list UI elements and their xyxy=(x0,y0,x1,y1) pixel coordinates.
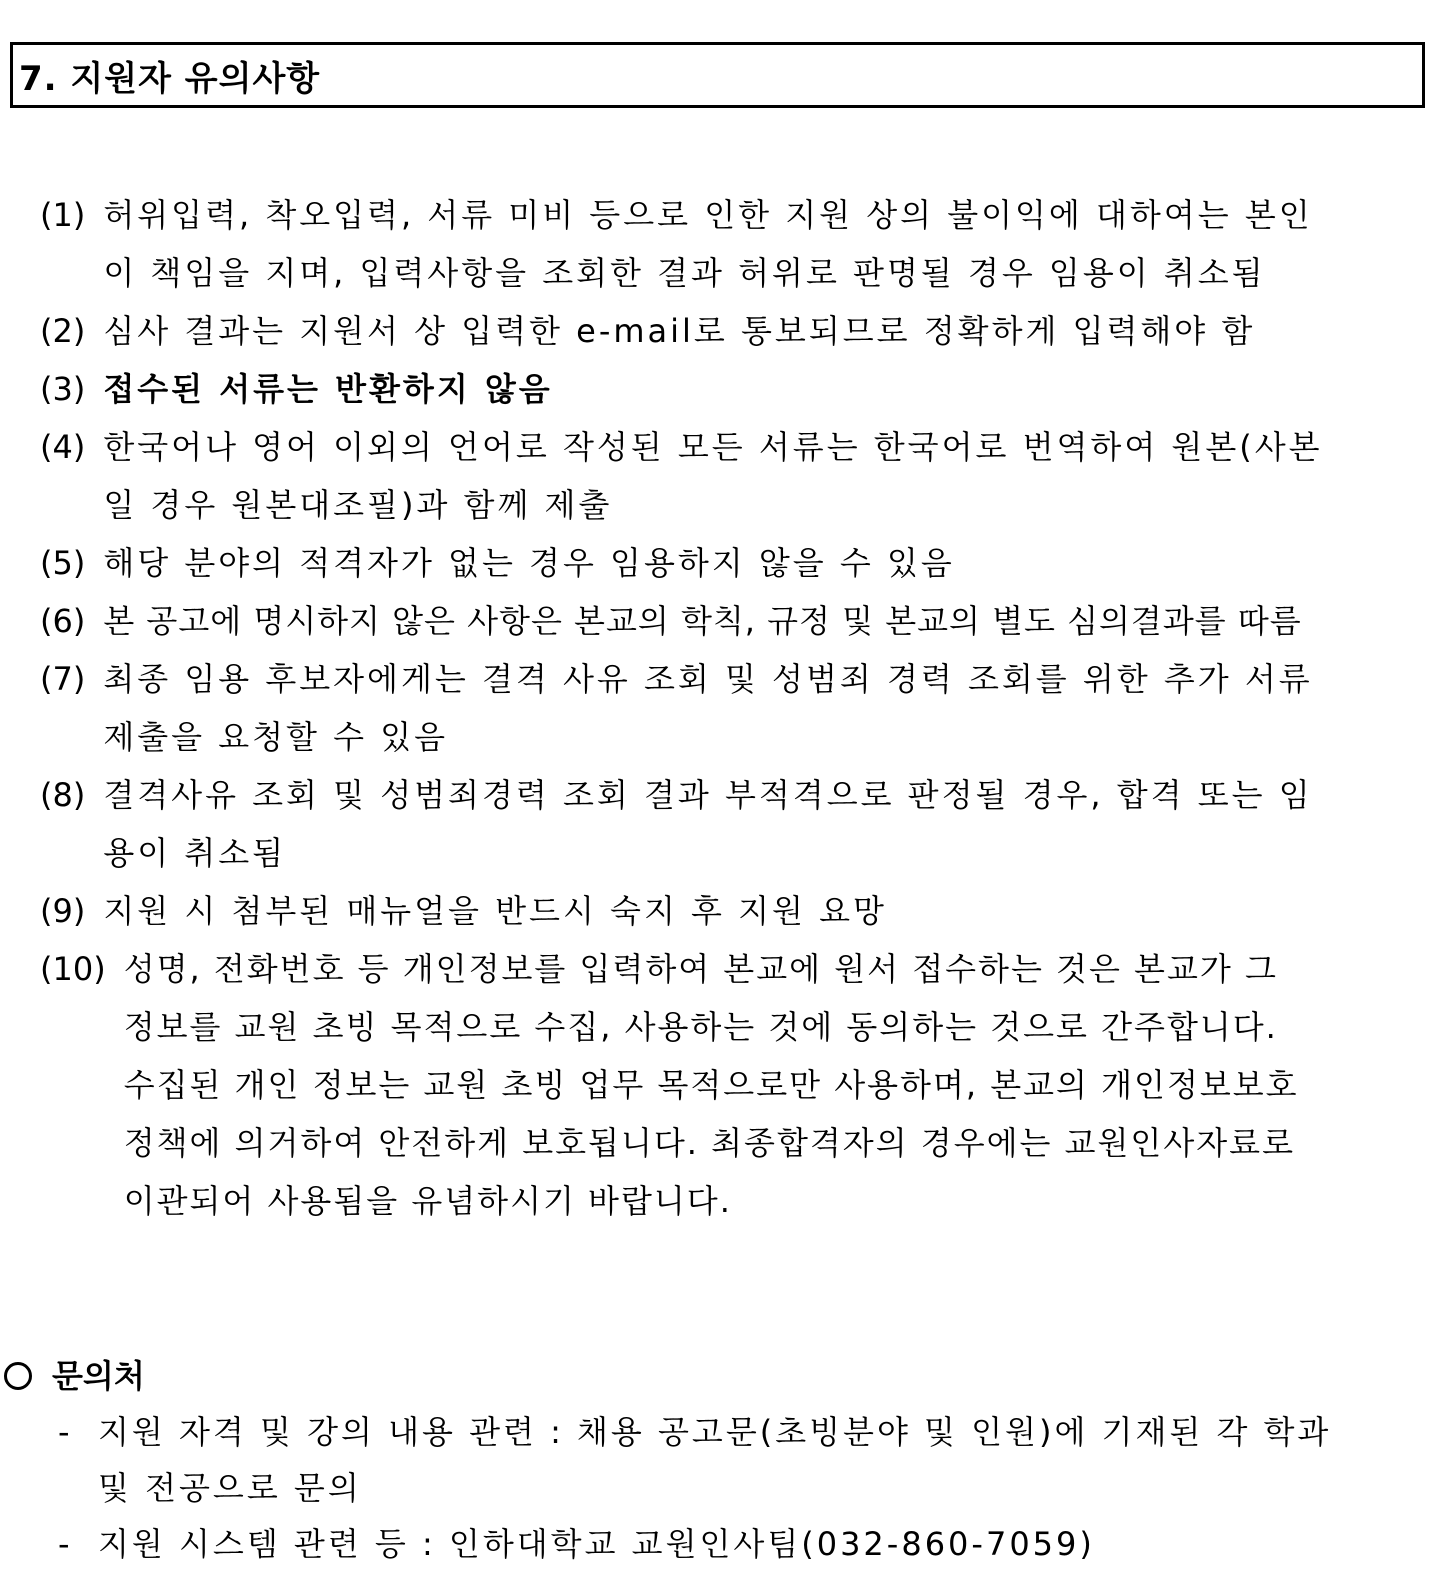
notice-list xyxy=(40,186,1428,1230)
notice-line: 본 공고에 명시하지 않은 사항은 본교의 학칙, 규정 및 본교의 별도 심의결과를 따름 xyxy=(103,602,1302,640)
contact-section xyxy=(4,1348,1428,1572)
notice-line: 허위입력, 착오입력, 서류 미비 등으로 인한 지원 상의 불이익에 대하여는 본인 xyxy=(103,196,1313,234)
notice-number: (7) xyxy=(40,660,86,698)
contact-item xyxy=(58,1516,1428,1572)
notice-line: 최종 임용 후보자에게는 결격 사유 조회 및 성범죄 경력 조회를 위한 추가 서류 xyxy=(103,660,1313,698)
notice-number: (4) xyxy=(40,428,86,466)
notice-text xyxy=(103,534,1428,592)
notice-number: (2) xyxy=(40,312,86,350)
dash-bullet: - xyxy=(58,1413,70,1451)
notice-number: (3) xyxy=(40,370,86,408)
contact-text xyxy=(98,1516,1428,1572)
notice-line: 심사 결과는 지원서 상 입력한 e-mail로 통보되므로 정확하게 입력해야 함 xyxy=(103,312,1256,350)
notice-number: (5) xyxy=(40,544,86,582)
circle-bullet-icon xyxy=(4,1362,32,1390)
notice-number: (9) xyxy=(40,892,86,930)
notice-number: (10) xyxy=(40,950,106,988)
notice-text xyxy=(103,882,1428,940)
notice-item xyxy=(40,534,1428,592)
notice-line: 한국어나 영어 이외의 언어로 작성된 모든 서류는 한국어로 번역하여 원본(사본 xyxy=(103,428,1323,466)
notice-number: (8) xyxy=(40,776,86,814)
section-header xyxy=(10,42,1425,108)
notice-line: 지원 시 첨부된 매뉴얼을 반드시 숙지 후 지원 요망 xyxy=(103,892,887,930)
notice-line: 결격사유 조회 및 성범죄경력 조회 결과 부적격으로 판정될 경우, 합격 또는 임 xyxy=(103,776,1313,814)
contact-line: 및 전공으로 문의 xyxy=(98,1469,362,1507)
notice-item xyxy=(40,186,1428,302)
notice-line: 수집된 개인 정보는 교원 초빙 업무 목적으로만 사용하며, 본교의 개인정보보호 xyxy=(123,1066,1299,1104)
contact-text xyxy=(98,1404,1428,1516)
notice-line: 제출을 요청할 수 있음 xyxy=(103,718,449,756)
section-title: 7. 지원자 유의사항 xyxy=(19,58,321,99)
notice-item xyxy=(40,882,1428,940)
contact-item xyxy=(58,1404,1428,1516)
notice-text xyxy=(103,302,1428,360)
notice-line: 정책에 의거하여 안전하게 보호됩니다. 최종합격자의 경우에는 교원인사자료로 xyxy=(123,1124,1295,1162)
notice-text xyxy=(103,186,1428,302)
notice-text xyxy=(103,650,1428,766)
notice-line: 성명, 전화번호 등 개인정보를 입력하여 본교에 원서 접수하는 것은 본교가 그 xyxy=(123,950,1278,988)
notice-line: 접수된 서류는 반환하지 않음 xyxy=(103,370,553,408)
notice-text xyxy=(103,360,1428,418)
contact-line: 지원 자격 및 강의 내용 관련 : 채용 공고문(초빙분야 및 인원)에 기재된 각 학과 xyxy=(98,1413,1332,1451)
notice-text xyxy=(103,766,1428,882)
notice-item xyxy=(40,302,1428,360)
notice-line: 일 경우 원본대조필)과 함께 제출 xyxy=(103,486,613,524)
notice-number: (1) xyxy=(40,196,86,234)
notice-line: 용이 취소됨 xyxy=(103,834,287,872)
notice-text xyxy=(103,418,1428,534)
notice-item xyxy=(40,940,1428,1230)
notice-item xyxy=(40,418,1428,534)
notice-number: (6) xyxy=(40,602,86,640)
contact-line: 지원 시스템 관련 등 : 인하대학교 교원인사팀(032-860-7059) xyxy=(98,1525,1095,1563)
notice-text xyxy=(103,592,1428,650)
notice-line: 이관되어 사용됨을 유념하시기 바랍니다. xyxy=(123,1182,732,1220)
notice-item xyxy=(40,360,1428,418)
notice-item xyxy=(40,766,1428,882)
notice-text xyxy=(124,940,1428,1230)
notice-line: 이 책임을 지며, 입력사항을 조회한 결과 허위로 판명될 경우 임용이 취소됨 xyxy=(103,254,1266,292)
notice-item xyxy=(40,650,1428,766)
contact-list xyxy=(4,1404,1428,1572)
contact-title: 문의처 xyxy=(52,1357,145,1395)
notice-line: 해당 분야의 적격자가 없는 경우 임용하지 않을 수 있음 xyxy=(103,544,955,582)
dash-bullet: - xyxy=(58,1525,70,1563)
notice-line: 정보를 교원 초빙 목적으로 수집, 사용하는 것에 동의하는 것으로 간주합니다. xyxy=(123,1008,1278,1046)
contact-heading xyxy=(4,1348,1428,1404)
notice-item xyxy=(40,592,1428,650)
